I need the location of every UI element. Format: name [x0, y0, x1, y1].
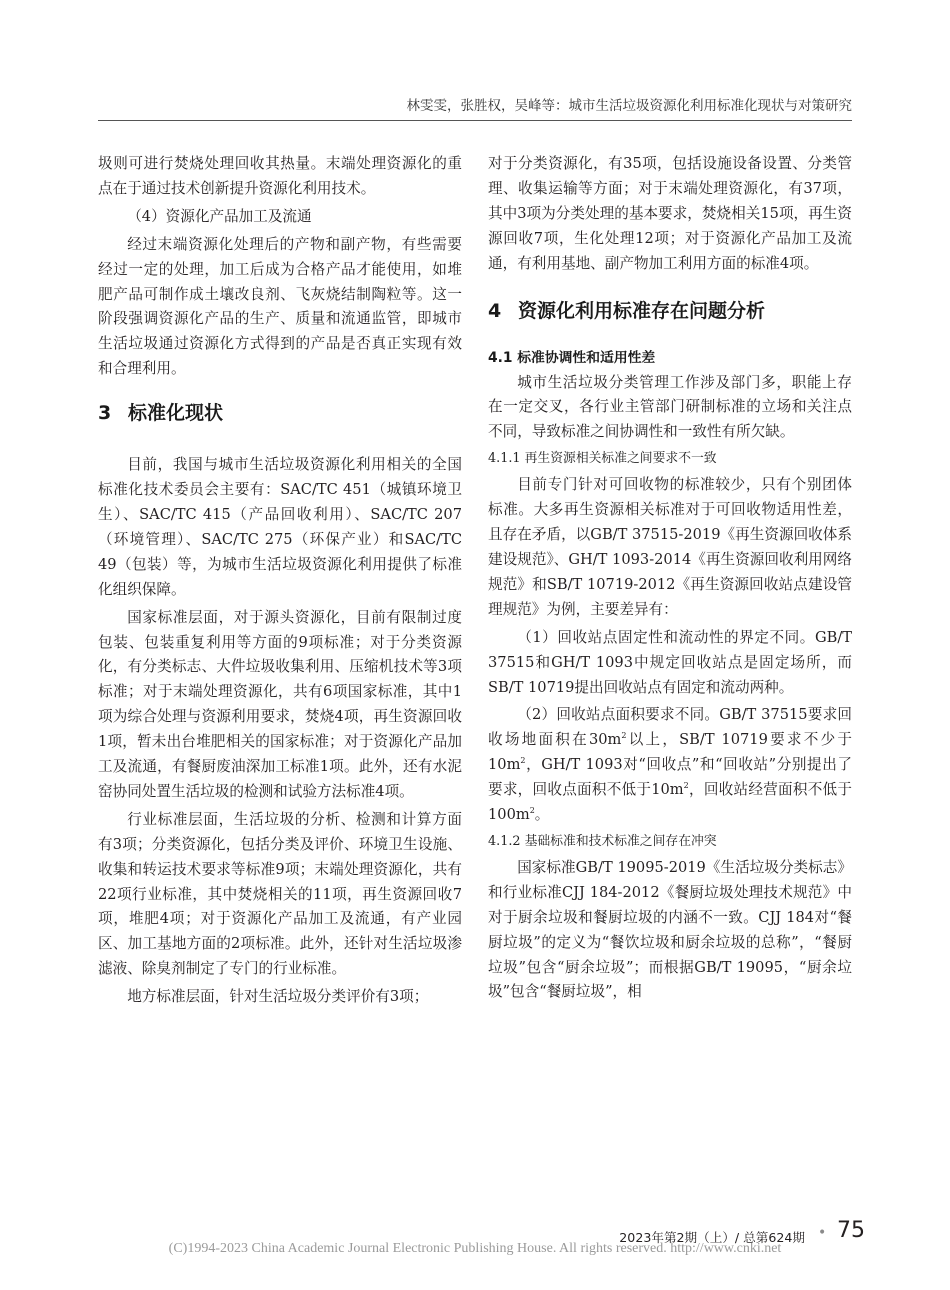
- difference-1: （1）回收站点固定性和流动性的界定不同。GB/T 37515和GH/T 1093中规定回收站点是固定场所，而SB/T 10719提出回收站点有固定和流动两种。: [488, 628, 852, 696]
- left-column: [98, 152, 462, 1013]
- subsection-4-1-1-heading: 4.1.1 再生资源相关标准之间要求不一致: [488, 451, 717, 467]
- section-3-heading: [98, 401, 462, 425]
- superscript: 2: [621, 731, 627, 741]
- paragraph: 目前专门针对可回收物的标准较少，只有个别团体标准。大多再生资源相关标准对于可回收物适用性差，且存在矛盾，以GB/T 37515-2019《再生资源回收体系建设规范》、GH/T 1093-2014《再生资源回收利用网络规范》和SB/T 10719-2012《再生资源回收站点建设管理规范》为例，主要差异有：: [488, 476, 852, 618]
- superscript: 2: [683, 781, 689, 791]
- running-head: 林雯雯，张胜权，吴峰等：城市生活垃圾资源化利用标准化现状与对策研究: [406, 98, 852, 114]
- paragraph: 行业标准层面，生活垃圾的分析、检测和计算方面有3项；分类资源化，包括分类及评价、环境卫生设施、收集和转运技术要求等标准9项；末端处理资源化，共有22项行业标准，其中焚烧相关的11项，再生资源回收7项，堆肥4项；对于资源化产品加工及流通，有产业园区、加工基地方面的2项标准。此外，还针对生活垃圾渗滤液、除臭剂制定了专门的行业标准。: [98, 810, 462, 978]
- header-rule: [98, 120, 852, 121]
- item-4-title: （4）资源化产品加工及流通: [127, 207, 312, 225]
- subsection-4-1-heading: 4.1 标准协调性和适用性差: [488, 349, 656, 366]
- section-number: 4: [488, 299, 502, 322]
- section-number: 3: [98, 402, 112, 425]
- paragraph: 对于分类资源化，有35项，包括设施设备设置、分类管理、收集运输等方面；对于末端处理资源化，有37项，其中3项为分类处理的基本要求，焚烧相关15项，再生资源回收7项，生化处理12项；对于资源化产品加工及流通，有利用基地、副产物加工利用方面的标准4项。: [488, 155, 852, 272]
- paragraph: 地方标准层面，针对生活垃圾分类评价有3项；: [127, 988, 429, 1006]
- superscript: 2: [520, 756, 526, 766]
- difference-2: （2）回收站点面积要求不同。GB/T 37515要求回收场地面积在$30m^2$以上，SB/T 10719要求不少于$10m^2$，GH/T 1093对“回收点”和“回收站”分别提出了要求，回收点面积不低于$10m^2$，回收站经营面积不低于$100m^2$。: [488, 706, 852, 824]
- section-4-heading: [488, 299, 852, 323]
- copyright-line: (C)1994-2023 China Academic Journal Electronic Publishing House. All rights reserved. http://www.cnki.net: [168, 1241, 782, 1256]
- paragraph: 经过末端资源化处理后的产物和副产物，有些需要经过一定的处理，加工后成为合格产品才能使用，如堆肥产品可制作成土壤改良剂、飞灰烧结制陶粒等。这一阶段强调资源化产品的生产、质量和流通监管，即城市生活垃圾通过资源化方式得到的产品是否真正实现有效和合理利用。: [98, 235, 462, 378]
- paragraph: 圾则可进行焚烧处理回收其热量。末端处理资源化的重点在于通过技术创新提升资源化利用技术。: [98, 155, 462, 197]
- right-column: [488, 152, 852, 1008]
- section-title: 资源化利用标准存在问题分析: [518, 299, 766, 322]
- paragraph: 城市生活垃圾分类管理工作涉及部门多，职能上存在一定交叉，各行业主管部门研制标准的立场和关注点不同，导致标准之间协调性和一致性有所欠缺。: [488, 373, 852, 441]
- subsection-4-1-2-heading: 4.1.2 基础标准和技术标准之间存在冲突: [488, 833, 717, 849]
- page-number: 75: [837, 1218, 865, 1243]
- issue-info: 2023年第2期（上）/ 总第624期: [619, 1230, 805, 1245]
- paragraph: 国家标准层面，对于源头资源化，目前有限制过度包装、包装重复利用等方面的9项标准；对于分类资源化，有分类标志、大件垃圾收集利用、压缩机技术等3项标准；对于末端处理资源化，共有6项国家标准，其中1项为综合处理与资源利用要求，焚烧4项，再生资源回收1项，暂未出台堆肥相关的国家标准；对于资源化产品加工及流通，有餐厨废油深加工标准1项。此外，还有水泥窑协同处置生活垃圾的检测和试验方法标准4项。: [98, 608, 462, 800]
- section-title: 标准化现状: [128, 402, 224, 425]
- bullet-dot: •: [818, 1225, 827, 1241]
- paragraph: 目前，我国与城市生活垃圾资源化利用相关的全国标准化技术委员会主要有：SAC/TC 451（城镇环境卫生）、SAC/TC 415（产品回收利用）、SAC/TC 207（环境管理）、SAC/TC 275（环保产业）和SAC/TC 49（包装）等，为城市生活垃圾资源化利用提供了标准化组织保障。: [98, 456, 462, 598]
- paragraph: 国家标准GB/T 19095-2019《生活垃圾分类标志》和行业标准CJJ 184-2012《餐厨垃圾处理技术规范》中对于厨余垃圾和餐厨垃圾的内涵不一致。CJJ 184对“餐厨垃圾”的定义为“餐饮垃圾和厨余垃圾的总称”，“餐厨垃圾”包含“厨余垃圾”；而根据GB/T 19095，“厨余垃圾”包含“餐厨垃圾”，相: [488, 858, 852, 1001]
- superscript: 2: [529, 806, 535, 816]
